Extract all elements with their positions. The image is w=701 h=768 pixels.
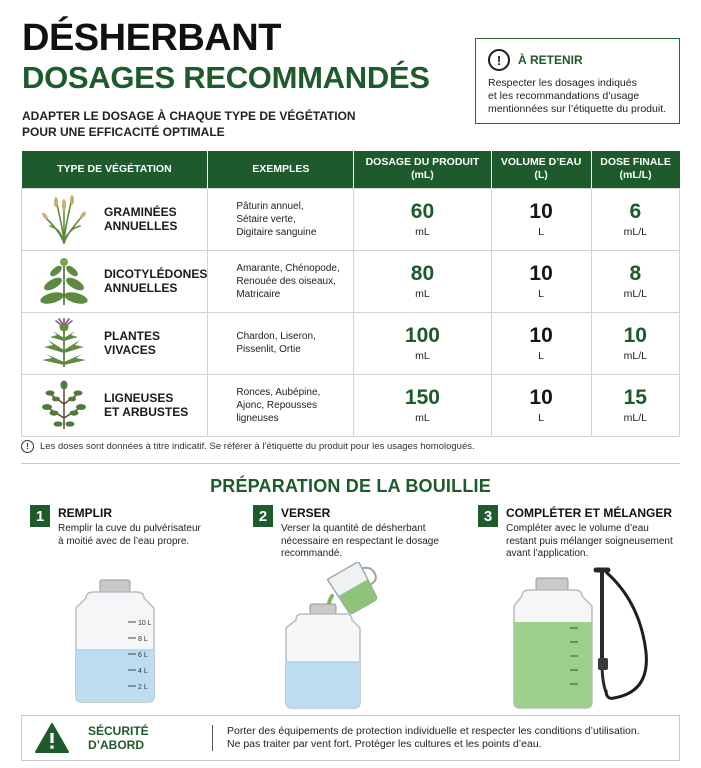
step-2: 2 VERSER Verser la quantité de désherbant nécessaire en respectant le dosage recommandé. bbox=[253, 505, 439, 561]
section-title: PRÉPARATION DE LA BOUILLIE bbox=[210, 476, 491, 496]
step-number: 1 bbox=[30, 505, 50, 527]
table-row: DICOTYLÉDONES ANNUELLES Amarante, Chénopode, Renouée des oiseaux, Matricaire 80 mL 10 L 8 mL/L bbox=[22, 250, 680, 312]
disclaimer-note: ! Les doses sont données à titre indicatif. Se référer à l’étiquette du produit pour les usages homologués. bbox=[21, 440, 475, 453]
scale-label: 4 L bbox=[138, 668, 148, 675]
step-title: REMPLIR bbox=[58, 506, 112, 520]
scale-label: 8 L bbox=[138, 636, 148, 643]
table-row: PLANTES VIVACES Chardon, Liseron, Pissenlit, Ortie 100 mL 10 L 10 mL/L bbox=[22, 312, 680, 374]
separator bbox=[212, 725, 213, 751]
scale-label: 10 L bbox=[138, 620, 152, 627]
table-row: GRAMINÉES ANNUELLES Pâturin annuel, Sétaire verte, Digitaire sanguine 60 mL 10 L 6 mL/L bbox=[22, 188, 680, 250]
thistle-icon bbox=[38, 318, 90, 368]
dosage-value: 100 bbox=[404, 324, 440, 347]
retain-label: À RETENIR bbox=[518, 53, 583, 67]
exclamation-circle-icon: ! bbox=[21, 440, 34, 453]
safety-text: Porter des équipements de protection individuelle et respecter les conditions d’utilisation. Ne pas traiter par vent fort. Protéger les cultures et les points d’eau. bbox=[227, 724, 640, 750]
shrub-icon bbox=[38, 380, 90, 430]
sprayer-tank-half-filled bbox=[70, 578, 160, 706]
retain-box bbox=[475, 38, 680, 124]
final-value: 15 bbox=[623, 386, 647, 409]
step-title: COMPLÉTER ET MÉLANGER bbox=[506, 506, 673, 520]
table-row: LIGNEUSES ET ARBUSTES Ronces, Aubépine, Ajonc, Repousses ligneuses 150 mL 10 L 15 mL/L bbox=[22, 374, 680, 436]
step-1: 1 REMPLIR Remplir la cuve du pulvérisateur à moitié avec de l’eau propre. bbox=[30, 505, 201, 548]
step-3: 3 COMPLÉTER ET MÉLANGER Compléter avec le volume d’eau restant puis mélanger soigneusement avant l’application. bbox=[478, 505, 673, 561]
final-value: 8 bbox=[629, 262, 642, 285]
exclamation-circle-icon: ! bbox=[488, 49, 510, 71]
final-value: 6 bbox=[629, 200, 642, 223]
retain-text: Respecter les dosages indiqués et les recommandations d’usage mentionnées sur l’étiquette du produit. bbox=[488, 77, 667, 115]
header-water: VOLUME D’EAU (L) bbox=[491, 151, 591, 188]
broadleaf-weed-icon bbox=[38, 256, 90, 306]
header-examples: EXEMPLES bbox=[208, 151, 354, 188]
page-title: DÉSHERBANT bbox=[22, 17, 281, 59]
pouring-beaker-illustration bbox=[282, 562, 382, 712]
dosage-value: 150 bbox=[404, 386, 440, 409]
step-number: 3 bbox=[478, 505, 498, 527]
water-value: 10 bbox=[529, 262, 553, 285]
divider bbox=[21, 463, 680, 464]
dosage-value: 80 bbox=[410, 262, 435, 285]
scale-label: 6 L bbox=[138, 652, 148, 659]
page-subtitle: DOSAGES RECOMMANDÉS bbox=[22, 60, 430, 95]
water-value: 10 bbox=[529, 386, 553, 409]
dosage-table bbox=[21, 151, 680, 437]
dosage-value: 60 bbox=[410, 200, 435, 223]
grass-icon bbox=[38, 194, 90, 244]
step-title: VERSER bbox=[281, 506, 331, 520]
header-final: DOSE FINALE (mL/L) bbox=[591, 151, 679, 188]
header-vegetation: TYPE DE VÉGÉTATION bbox=[22, 151, 208, 188]
step-number: 2 bbox=[253, 505, 273, 527]
safety-banner bbox=[21, 715, 680, 761]
full-sprayer-illustration bbox=[510, 562, 660, 712]
tagline: ADAPTER LE DOSAGE À CHAQUE TYPE DE VÉGÉTATION POUR UNE EFFICACITÉ OPTIMALE bbox=[22, 109, 356, 139]
warning-triangle-icon bbox=[34, 722, 70, 754]
safety-label: SÉCURITÉ D’ABORD bbox=[88, 724, 149, 752]
water-value: 10 bbox=[529, 200, 553, 223]
water-value: 10 bbox=[529, 324, 553, 347]
final-value: 10 bbox=[623, 324, 647, 347]
scale-label: 2 L bbox=[138, 684, 148, 691]
header-dosage: DOSAGE DU PRODUIT (mL) bbox=[354, 151, 491, 188]
